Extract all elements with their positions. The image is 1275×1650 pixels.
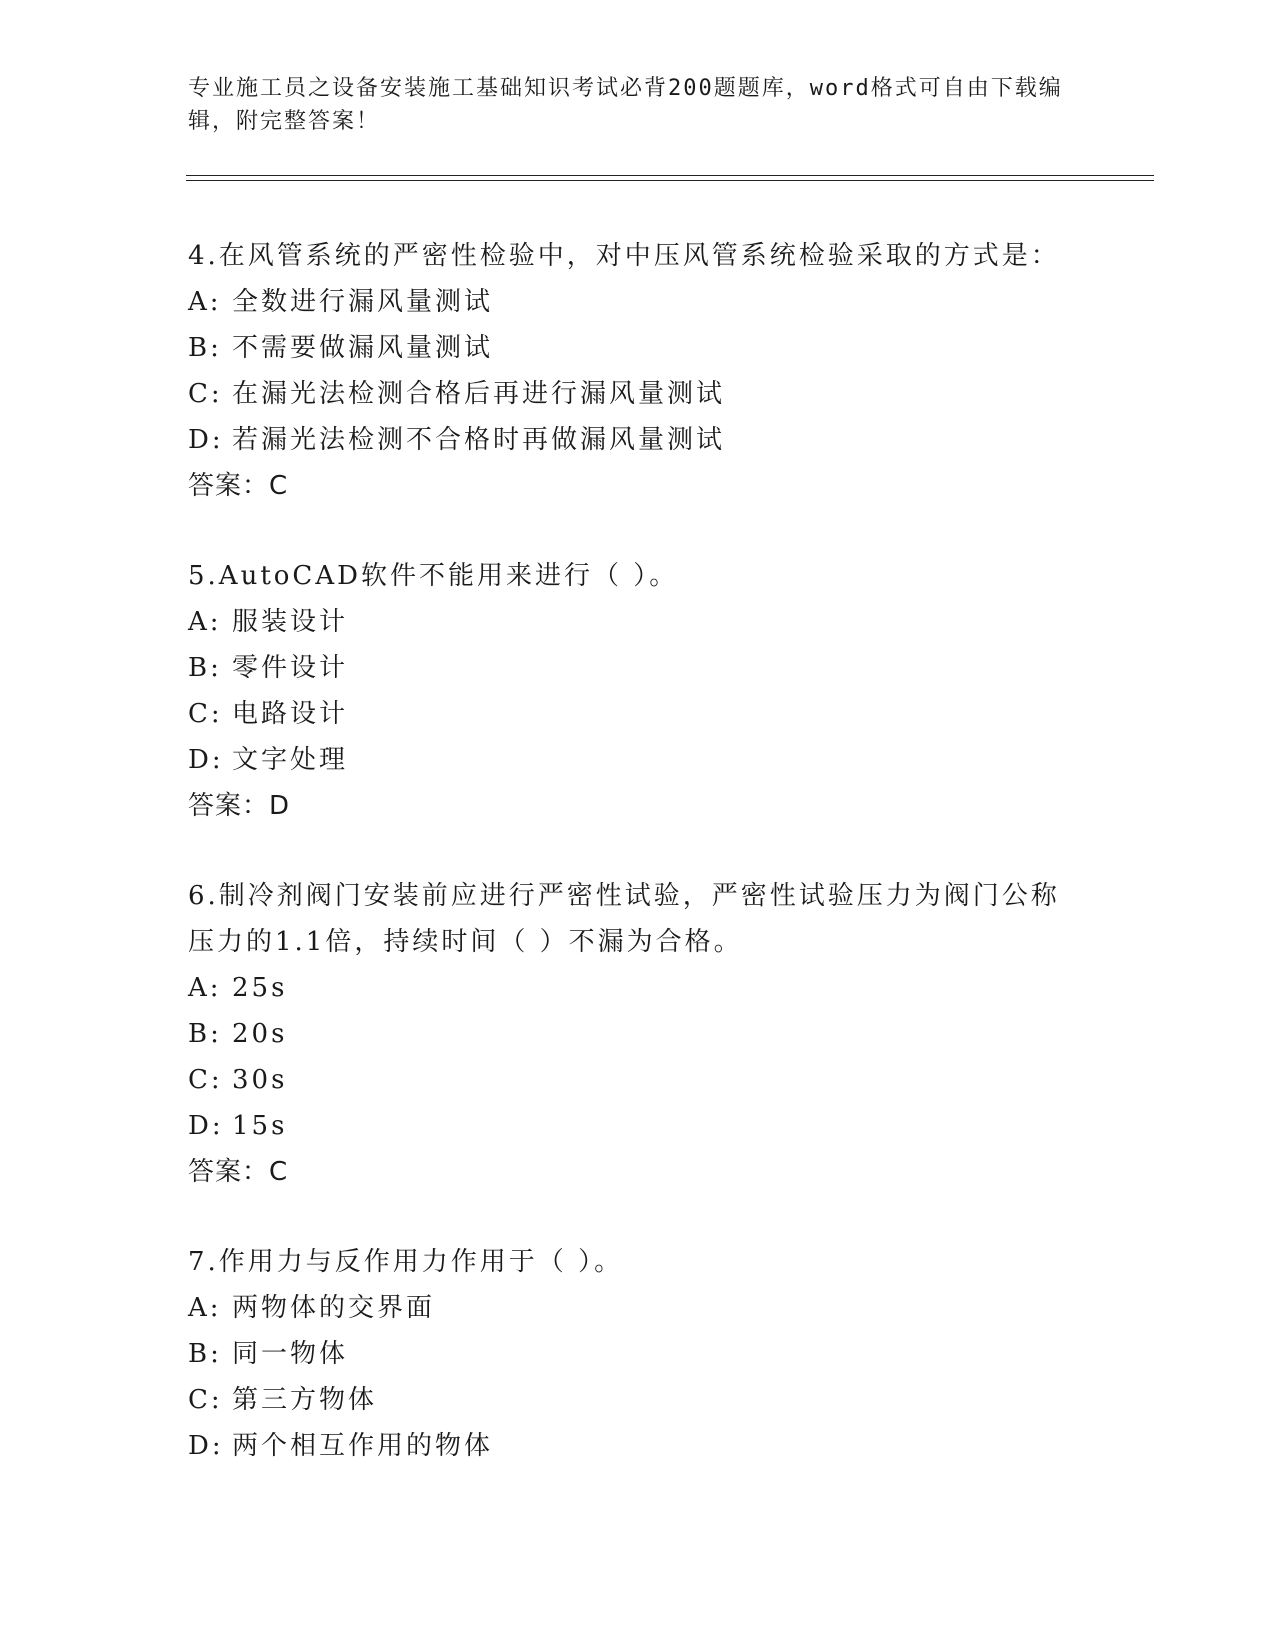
option-c <box>188 371 1088 417</box>
option-key: A: <box>188 607 222 637</box>
header-divider-bottom <box>186 180 1154 181</box>
option-text: 第三方物体 <box>232 1385 378 1415</box>
option-text: 零件设计 <box>232 653 349 683</box>
document-header-title: 专业施工员之设备安装施工基础知识考试必背200题题库，word格式可自由下载编辑，附完整答案！ <box>188 76 1063 134</box>
option-b <box>188 325 1088 371</box>
option-key: A: <box>188 973 222 1003</box>
option-key: C: <box>188 379 223 409</box>
question-stem: 6.制冷剂阀门安装前应进行严密性试验，严密性试验压力为阀门公称压力的1.1倍，持续时间（ ）不漏为合格。 <box>188 881 1060 957</box>
option-d <box>188 417 1088 463</box>
option-b <box>188 645 1088 691</box>
question-item <box>188 233 1088 509</box>
option-d <box>188 1103 1088 1149</box>
option-text: 不需要做漏风量测试 <box>232 333 494 363</box>
option-b <box>188 1011 1088 1057</box>
option-key: C: <box>188 1385 223 1415</box>
answer-line: 答案：C <box>188 471 289 501</box>
option-key: B: <box>188 1339 222 1369</box>
question-stem: 7.作用力与反作用力作用于（ ）。 <box>188 1247 624 1277</box>
option-b <box>188 1331 1088 1377</box>
question-item <box>188 1239 1088 1469</box>
option-text: 在漏光法检测合格后再进行漏风量测试 <box>232 379 726 409</box>
option-text: 30s <box>232 1065 288 1095</box>
option-key: D: <box>188 425 224 455</box>
option-d <box>188 1423 1088 1469</box>
question-item <box>188 873 1088 1195</box>
header-divider-top <box>186 175 1154 176</box>
option-text: 20s <box>232 1019 288 1049</box>
option-text: 25s <box>232 973 288 1003</box>
option-text: 全数进行漏风量测试 <box>232 287 494 317</box>
question-stem: 4.在风管系统的严密性检验中，对中压风管系统检验采取的方式是： <box>188 241 1060 271</box>
option-d <box>188 737 1088 783</box>
option-key: C: <box>188 1065 223 1095</box>
option-key: B: <box>188 333 222 363</box>
option-key: D: <box>188 1431 224 1461</box>
option-key: D: <box>188 1111 224 1141</box>
option-text: 电路设计 <box>232 699 349 729</box>
option-key: D: <box>188 745 224 775</box>
option-text: 文字处理 <box>232 745 349 775</box>
option-text: 15s <box>232 1111 288 1141</box>
option-c <box>188 1377 1088 1423</box>
option-key: A: <box>188 1293 222 1323</box>
option-text: 若漏光法检测不合格时再做漏风量测试 <box>232 425 726 455</box>
option-text: 两个相互作用的物体 <box>232 1431 494 1461</box>
option-a <box>188 965 1088 1011</box>
option-a <box>188 599 1088 645</box>
answer-line: 答案：C <box>188 1157 289 1187</box>
option-c <box>188 1057 1088 1103</box>
question-item <box>188 553 1088 829</box>
option-a <box>188 1285 1088 1331</box>
answer-line: 答案：D <box>188 791 291 821</box>
option-c <box>188 691 1088 737</box>
option-text: 服装设计 <box>232 607 349 637</box>
option-text: 同一物体 <box>232 1339 349 1369</box>
option-key: A: <box>188 287 222 317</box>
option-a <box>188 279 1088 325</box>
question-list <box>188 233 1088 1513</box>
option-key: B: <box>188 1019 222 1049</box>
option-key: B: <box>188 653 222 683</box>
option-text: 两物体的交界面 <box>232 1293 436 1323</box>
option-key: C: <box>188 699 223 729</box>
question-stem: 5.AutoCAD软件不能用来进行（ ）。 <box>188 561 679 591</box>
